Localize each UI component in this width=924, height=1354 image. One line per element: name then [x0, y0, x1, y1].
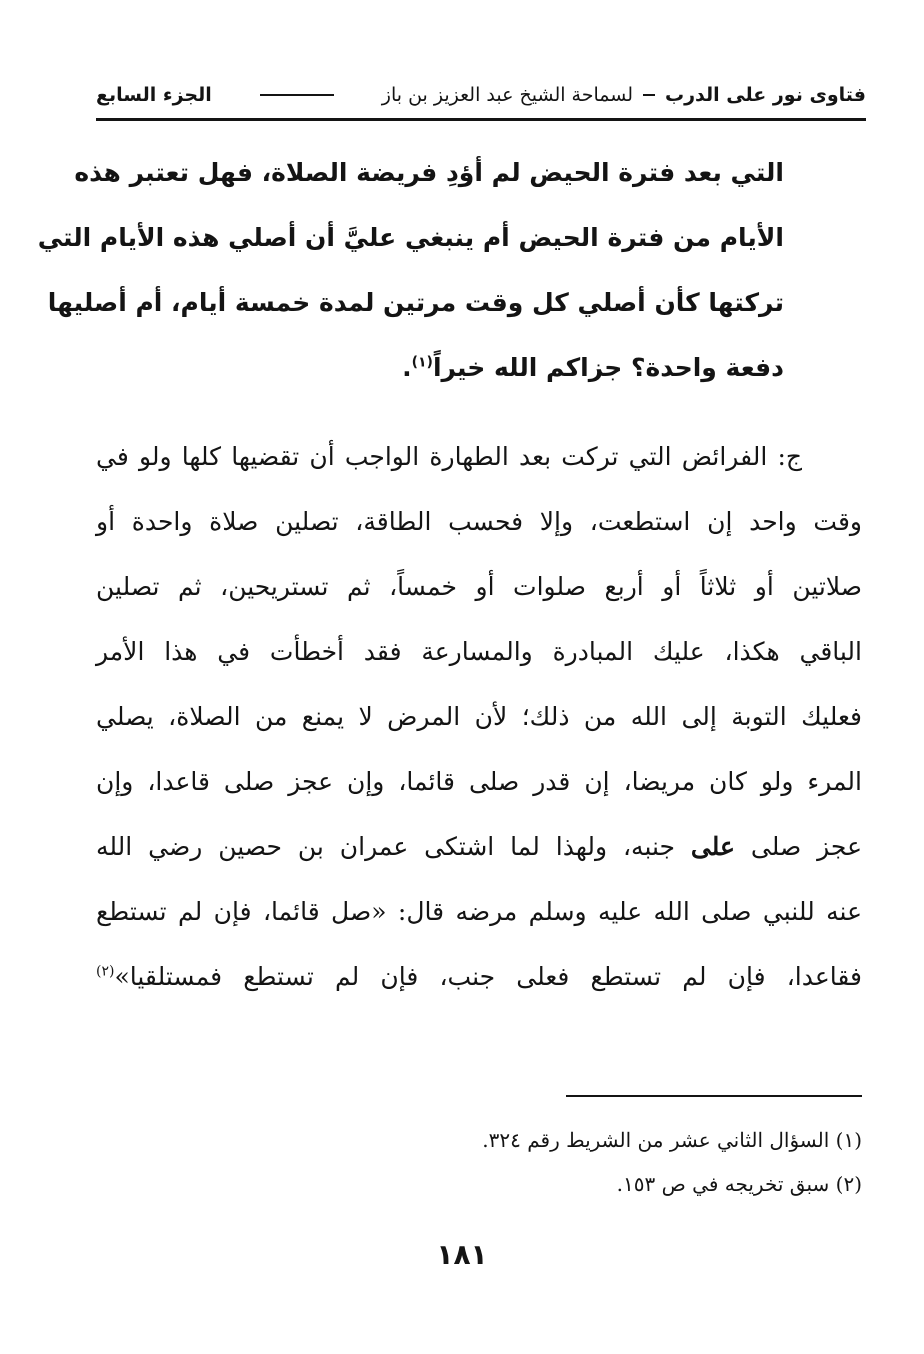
- page-number: ١٨١: [436, 1238, 488, 1271]
- answer-line: فعليك التوبة إلى الله من ذلك؛ لأن المرض لا يمنع من الصلاة، يصلي: [96, 702, 862, 731]
- answer-line-with-bold: [96, 814, 862, 879]
- answer-line: وقت واحد إن استطعت، وإلا فحسب الطاقة، تصلين صلاة واحدة أو: [96, 507, 862, 536]
- answer-line: صلاتين أو ثلاثاً أو أربع صلوات أو خمساً، ثم تستريحين، ثم تصلين: [96, 572, 862, 601]
- question-end-punct: .: [402, 353, 412, 382]
- header-volume: الجزء السابع: [96, 84, 212, 106]
- answer-block: [96, 424, 862, 1009]
- question-line: تركتها كأن أصلي كل وقت مرتين لمدة خمسة أيام، أم أصليها: [47, 288, 784, 317]
- footnote-separator: [566, 1095, 862, 1097]
- header-rule-separator: [260, 94, 334, 96]
- answer-line: المرء ولو كان مريضا، إن قدر صلى قائما، وإن عجز صلى قاعدا، وإن: [96, 767, 862, 796]
- question-line: الأيام من فترة الحيض أم ينبغي عليَّ أن أصلي هذه الأيام التي: [37, 223, 784, 252]
- question-line: التي بعد فترة الحيض لم أؤدِ فريضة الصلاة، فهل تعتبر هذه: [74, 158, 784, 187]
- answer-text-segment: عجز صلى: [734, 832, 862, 861]
- footnote-item: (٢) سبق تخريجه في ص ١٥٣.: [616, 1172, 862, 1196]
- question-footnote-mark: (١): [411, 354, 433, 371]
- answer-text-segment: جنبه، ولهذا لما اشتكى عمران بن حصين رضي الله: [96, 832, 691, 861]
- answer-bold-word: على: [690, 832, 735, 861]
- answer-line: الباقي هكذا، عليك المبادرة والمسارعة فقد أخطأت في هذا الأمر: [96, 637, 862, 666]
- footnotes: [96, 1118, 862, 1206]
- header-dash-separator: [643, 94, 655, 96]
- question-line-text: دفعة واحدة؟ جزاكم الله خيراً: [432, 353, 784, 382]
- header-underline: [96, 118, 866, 121]
- answer-line: ج: الفرائض التي تركت بعد الطهارة الواجب أن تقضيها كلها ولو في: [96, 442, 802, 471]
- header-book-and-author: [382, 84, 866, 106]
- footnote-item: (١) السؤال الثاني عشر من الشريط رقم ٣٢٤.: [482, 1128, 862, 1152]
- answer-line: عنه للنبي صلى الله عليه وسلم مرضه قال: «صل قائما، فإن لم تستطع: [96, 897, 862, 926]
- answer-last-line: [96, 944, 862, 1009]
- question-block: [37, 140, 784, 400]
- answer-footnote-mark: (٢): [96, 963, 115, 980]
- header-book-title: فتاوى نور على الدرب: [665, 84, 866, 106]
- running-header: [96, 78, 866, 112]
- question-last-line: [96, 335, 784, 400]
- answer-line-text: فقاعدا، فإن لم تستطع فعلى جنب، فإن لم تستطع فمستلقيا»: [114, 962, 862, 991]
- header-author: لسماحة الشيخ عبد العزيز بن باز: [381, 84, 633, 106]
